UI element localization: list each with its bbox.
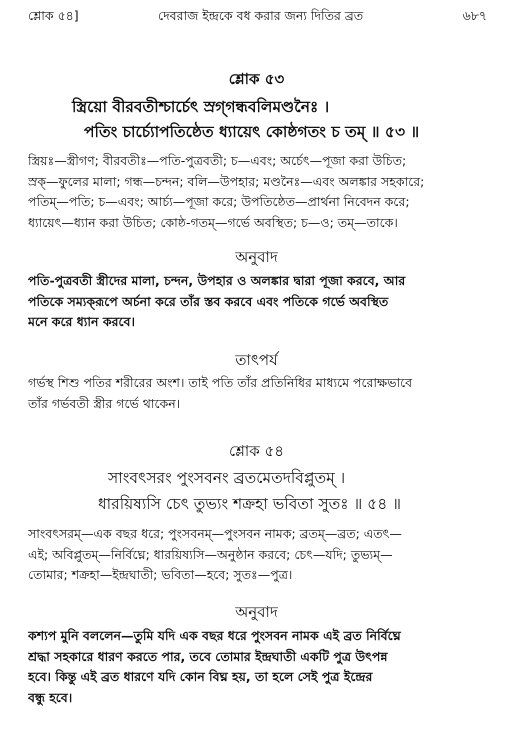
synonym-line: এই; অবিপ্লুতম্—নির্বিঘ্নে; ধারয়িষ্যসি—অনুষ্ঠান করবে; চেৎ—যদি; তুভ্যম্—: [28, 546, 393, 562]
verse-53-translation: [28, 271, 488, 333]
translation-line: পতি-পুত্রবতী স্ত্রীদের মালা, চন্দন, উপহার ও অলঙ্কার দ্বারা পূজা করবে, আর: [28, 273, 406, 288]
verse-54-heading: শ্লোক ৫৪: [229, 442, 284, 460]
synonym-line: ধ্যায়েৎ—ধ্যান করা উচিত; কোষ্ঠ-গতম্—গর্ভে অবস্থিত; চ—ও; তম্—তাকে।: [28, 214, 398, 230]
verse-53-purport-heading: তাৎপর্য: [235, 351, 278, 369]
verse-53-line: পতিং চার্চ্যোপতিষ্ঠেত ধ্যায়েৎ কোষ্ঠগতং চ তম্ ॥ ৫৩ ॥: [84, 123, 420, 141]
purport-line: গর্ভস্থ শিশু পতির শরীরের অংশ। তাই পতি তাঁর প্রতিনিধির মাধ্যমে পরোক্ষভাবে: [28, 375, 413, 390]
running-head-verse-ref: শ্লোক ৫৪]: [28, 8, 79, 23]
purport-line: তাঁর গর্ভবতী স্ত্রীর গর্ভে থাকেন।: [28, 395, 181, 411]
translation-line: বন্ধু হবে।: [28, 689, 73, 705]
translation-line: পতিকে সম্যক্‌রূপে অর্চনা করে তাঁর স্তব করবে এবং পতিকে গর্ভে অবস্থিত: [28, 293, 389, 309]
verse-54-translation: [28, 626, 488, 708]
synonym-line: স্রক্—ফুলের মালা; গন্ধ—চন্দন; বলি—উপহার; মণ্ডনৈঃ—এবং অলঙ্কার সহকারে;: [28, 173, 425, 189]
verse-53-translation-heading: অনুবাদ: [235, 248, 278, 266]
synonym-line: তোমার; শক্রহা—ইন্দ্রঘাতী; ভবিতা—হবে; সুতঃ—পুত্র।: [28, 567, 293, 582]
verse-53-heading: শ্লোক ৫৩: [228, 70, 285, 88]
verse-54-line: সাংবৎসরং পুংসবনং ব্রতমেতদবিপ্লুতম্ ।: [108, 469, 346, 487]
translation-line: হবে। কিন্তু এই ব্রত ধারণে যদি কোন বিঘ্ন হয়, তা হলে সেই পুত্র ইন্দ্রের: [28, 669, 373, 684]
verse-54-translation-heading: অনুবাদ: [235, 603, 278, 621]
verse-53-line: স্ত্রিয়ো বীরবতীশ্চার্চেৎ স্রগ্‌গন্ধবলিমণ্ডনৈঃ ।: [72, 98, 330, 116]
translation-line: কশ্যপ মুনি বললেন—তুমি যদি এক বছর ধরে পুংসবন নামক এই ব্রত নির্বিঘ্নে: [28, 628, 401, 643]
verse-54-line: ধারয়িষ্যসি চেৎ তুভ্যং শক্রহা ভবিতা সুতঃ ॥ ৫৪ ॥: [98, 495, 401, 513]
running-head: [28, 8, 487, 26]
synonym-line: স্ত্রিয়ঃ—স্ত্রীগণ; বীরবতীঃ—পতি-পুত্রবতী; চ—এবং; অর্চেৎ—পূজা করা উচিত;: [28, 153, 407, 168]
translation-line: মনে করে ধ্যান করবে।: [28, 314, 135, 329]
verse-53-synonyms: [28, 151, 488, 233]
synonym-line: সাংবৎসরম্—এক বছর ধরে; পুংসবনম্—পুংসবন নামক; ব্রতম্—ব্রত; এতৎ—: [28, 526, 402, 541]
verse-53-purport: [28, 373, 488, 414]
verse-54-synonyms: [28, 524, 488, 586]
page-number: ৬৮৭: [462, 8, 487, 23]
translation-line: শ্রদ্ধা সহকারে ধারণ করতে পার, তবে তোমার ইন্দ্রঘাতী একটি পুত্র উৎপন্ন: [28, 648, 388, 664]
synonym-line: পতিম্—পতি; চ—এবং; আর্চ্য—পূজা করে; উপতিষ্ঠেত—প্রার্থনা নিবেদন করে;: [28, 194, 410, 209]
running-head-chapter-title: দেবরাজ ইন্দ্রকে বধ করার জন্য দিতির ব্রত: [158, 8, 364, 23]
